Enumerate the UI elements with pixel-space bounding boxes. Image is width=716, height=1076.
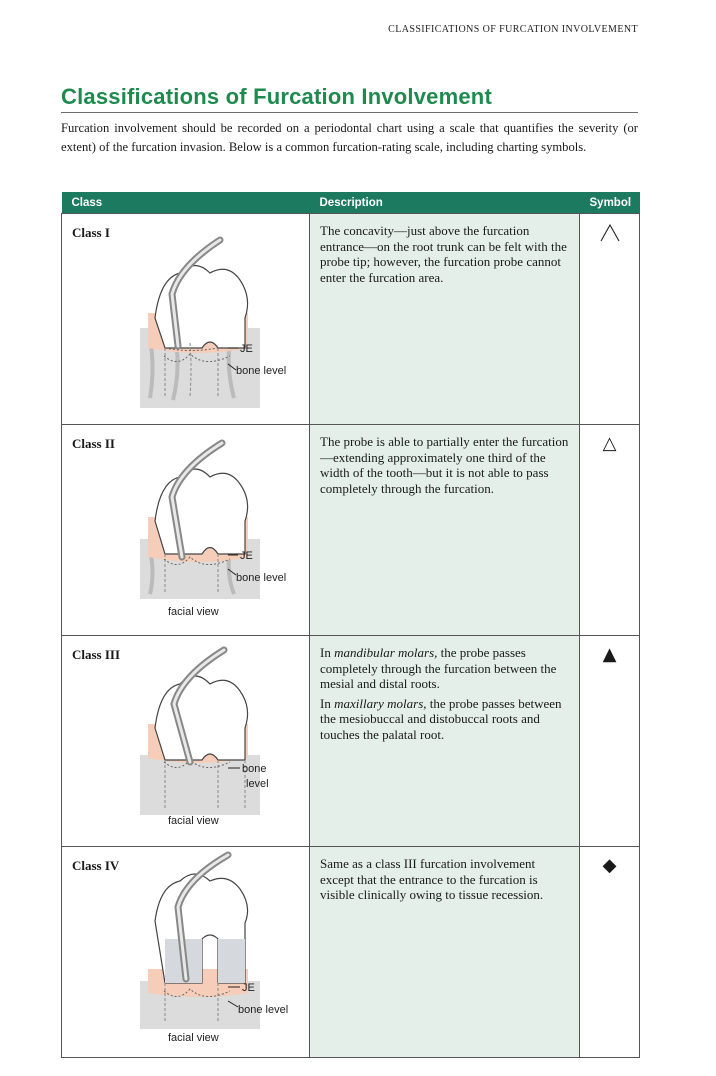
description-cell [310,425,580,636]
caret-symbol-icon [600,224,620,242]
header-class: Class [62,192,310,214]
bone-level-label: bone level [236,572,287,584]
class-cell [62,847,310,1058]
description-text: Same as a class III furcation involvement except that the entrance to the furcation is visible clinically owing to tissue recession. [320,856,544,903]
description-cell [310,636,580,847]
description-text: The probe is able to partially enter the furcation—extending approximately one third of the width of the tooth—but it is not able to pass completely through the furcation. [320,434,569,496]
description-text: The concavity—just above the furcation entrance—on the root trunk can be felt with the probe tip; however, the furcation probe cannot enter the furcation area. [320,223,567,285]
facial-view-label: facial view [168,1032,219,1044]
bone-level-label: bone level [236,365,287,377]
description-text-maxillary: In maxillary molars, the probe passes between the mesiobuccal and distobuccal roots and touches the palatal root. [320,695,562,742]
bone-level-label: bone level [238,1004,289,1016]
table-header-row [62,192,640,214]
table-row-class-1 [62,214,640,425]
table-row-class-4 [62,847,640,1058]
filled-triangle-symbol-icon: ▲ [602,644,617,665]
page-title: Classifications of Furcation Involvement [61,84,492,109]
je-label: JE [240,550,253,562]
je-label: JE [240,343,253,355]
header-symbol: Symbol [580,192,640,214]
bone-label: bone [242,763,267,775]
class-label: Class IV [72,858,120,873]
class-cell [62,425,310,636]
facial-view-label: facial view [168,815,219,827]
symbol-cell [580,636,640,847]
description-cell [310,847,580,1058]
class-cell [62,636,310,847]
title-rule [61,112,638,113]
je-label: JE [242,982,255,994]
furcation-table [61,192,640,1058]
description-text-mandibular: In mandibular molars, the probe passes completely through the furcation between the mesial and distal roots. [320,645,557,692]
class-label: Class III [72,647,121,662]
running-head: CLASSIFICATIONS OF FURCATION INVOLVEMENT [388,24,638,35]
class-4-tooth-illustration [120,851,310,1047]
level-label: level [246,778,269,790]
class-cell [62,214,310,425]
open-triangle-symbol-icon: △ [602,433,617,454]
intro-paragraph: Furcation involvement should be recorded on a periodontal chart using a scale that quantifies the severity (or extent) of the furcation invasion. Below is a common furcation-rating scale, including charting symbols. [61,121,638,154]
table-row-class-3 [62,636,640,847]
class-2-tooth-illustration [120,429,310,619]
symbol-cell [580,214,640,425]
class-label: Class II [72,436,115,451]
symbol-cell [580,847,640,1058]
facial-view-label: facial view [168,606,219,618]
class-1-tooth-illustration [120,218,310,408]
filled-diamond-symbol-icon: ◆ [602,855,617,876]
table-row-class-2 [62,425,640,636]
header-description: Description [310,192,580,214]
description-cell [310,214,580,425]
class-label: Class I [72,225,110,240]
symbol-cell [580,425,640,636]
class-3-tooth-illustration [120,640,310,830]
